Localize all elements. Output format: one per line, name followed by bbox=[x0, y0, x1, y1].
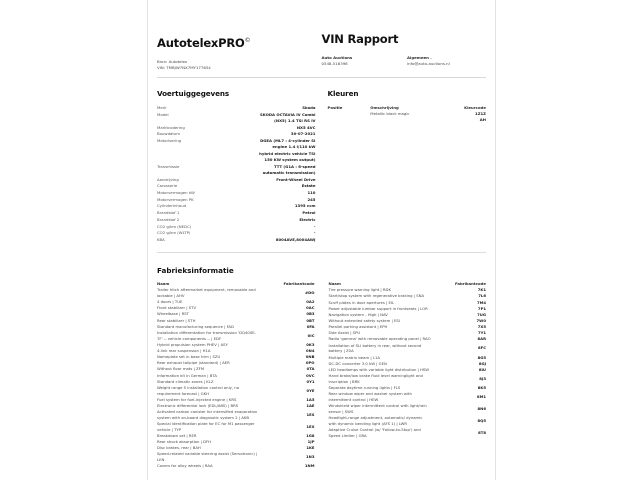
factory-item-code: 1A5 bbox=[306, 396, 315, 402]
spec-row bbox=[157, 112, 316, 124]
factory-item bbox=[329, 367, 487, 373]
factory-item-code: 1JP bbox=[307, 439, 315, 445]
factory-item-name: Fuel system for fuel-injected engine | KRS bbox=[157, 396, 237, 402]
factory-item-code: 7K1 bbox=[477, 287, 486, 293]
spec-label: Merk bbox=[157, 105, 167, 111]
report-header bbox=[157, 0, 486, 78]
factory-item bbox=[329, 343, 487, 355]
spec-value-line: 8004AVE,8004AWJ bbox=[275, 236, 316, 242]
factory-item bbox=[157, 366, 315, 372]
spec-label: Transmissie bbox=[157, 163, 180, 169]
color-code bbox=[442, 111, 486, 123]
spec-value bbox=[227, 105, 316, 111]
factory-list-left bbox=[157, 287, 315, 469]
factory-item-name: Parallel parking assistant | EPH bbox=[328, 324, 388, 330]
factory-item bbox=[329, 391, 487, 403]
factory-item-name: Special identification plate for EC for M1 passenger vehicle | TYP bbox=[157, 421, 255, 432]
factory-item bbox=[157, 348, 315, 354]
factory-header-name: Naam bbox=[328, 280, 341, 286]
factory-item-code: 7UG bbox=[477, 311, 486, 317]
spec-row bbox=[157, 183, 316, 189]
factory-item-name: Hybrid propulsion system PHEV | ASY bbox=[157, 341, 228, 347]
factory-item-name: Headlight-range adjustment, automatic/ dynamic with dynamic bending light (AFS 1) | LWR bbox=[328, 414, 423, 426]
factory-header-name: Naam bbox=[157, 280, 170, 286]
spec-row bbox=[157, 131, 316, 137]
factory-item-code: 0Y1 bbox=[306, 378, 315, 384]
factory-info-column-right bbox=[322, 281, 487, 470]
factory-item-code: 8M1 bbox=[476, 393, 486, 399]
spec-label: Marktcodering bbox=[157, 124, 185, 130]
factory-item-name: Side Assist | SPU bbox=[328, 330, 361, 336]
factory-item-code: 0TA bbox=[306, 366, 315, 372]
factory-item bbox=[329, 415, 487, 427]
spec-value bbox=[227, 138, 316, 163]
spec-row bbox=[157, 177, 316, 183]
factory-item-code: 7L6 bbox=[478, 293, 486, 299]
source-label: Bron: Autotelex bbox=[157, 59, 188, 64]
factory-item bbox=[329, 403, 487, 415]
factory-item bbox=[329, 336, 487, 342]
factory-item-code: 0BT bbox=[306, 317, 315, 323]
factory-item bbox=[157, 305, 315, 311]
factory-item bbox=[329, 427, 487, 439]
factory-item bbox=[157, 385, 315, 397]
specs-and-colors-row bbox=[157, 78, 486, 244]
factory-item bbox=[157, 379, 315, 385]
factory-header-code: Fabrikantcode bbox=[283, 280, 315, 286]
spec-value-line: 1395 ccm bbox=[294, 203, 316, 209]
factory-item-name: Power adjustable lumbar support in frontseats | LOR bbox=[328, 305, 428, 311]
colors-section bbox=[322, 89, 487, 244]
factory-item-name: Hand brake/low brake fluid level warninglight and inscription | BRK bbox=[328, 372, 423, 384]
factory-item-name: Rear window wiper and washer system with intermittent control | HEW bbox=[328, 391, 412, 402]
factory-item bbox=[157, 354, 315, 360]
factory-item bbox=[157, 463, 315, 469]
spec-value-line: Estate bbox=[301, 183, 316, 189]
general-email: info@auto-auctions.nl bbox=[407, 61, 450, 67]
spec-row bbox=[157, 230, 316, 236]
spec-value-line: TTT (G1A : 6-speed bbox=[274, 163, 316, 169]
factory-item-name: Trailer hitch aftermarket equipment, removable and lockable | AHV bbox=[157, 287, 256, 298]
spec-value bbox=[227, 210, 316, 216]
factory-item-name: 4-link rear suspension | H1A bbox=[157, 347, 211, 353]
spec-row bbox=[157, 224, 316, 230]
factory-item-code: 1G8 bbox=[306, 432, 315, 438]
factory-item-code: 0K3 bbox=[306, 341, 315, 347]
factory-item bbox=[329, 306, 487, 312]
factory-item bbox=[157, 439, 315, 445]
factory-item-code: 8K5 bbox=[477, 384, 486, 390]
factory-item-code: 7W0 bbox=[476, 317, 486, 323]
factory-item-code: 8AR bbox=[477, 336, 486, 342]
spec-value bbox=[227, 224, 316, 230]
factory-item-name: DC-DC converter 3.0 kW | GEN bbox=[328, 360, 387, 366]
factory-item bbox=[329, 330, 487, 336]
factory-item-name: Radio 'gamma' with removable operating panel | RAO bbox=[328, 336, 431, 342]
factory-item-name: Installation differentation for transmission 'DQ400E-7F' -- vehicle components -- | EDF bbox=[157, 329, 257, 341]
factory-item bbox=[157, 360, 315, 366]
spec-value-line: 150 KW system output) bbox=[264, 156, 316, 162]
spec-label: Brandstof 1 bbox=[157, 210, 180, 216]
factory-info-column-left bbox=[157, 281, 322, 470]
spec-value-line: Front-Wheel Drive bbox=[276, 176, 316, 182]
spec-value bbox=[227, 131, 316, 137]
spec-label: KBA bbox=[157, 236, 165, 242]
factory-item-name: Breakdown set | RER bbox=[157, 432, 197, 438]
spec-value-line: 110 bbox=[307, 189, 316, 195]
factory-item-name: LED headlamps with variable light distribution | HSW bbox=[328, 366, 430, 372]
spec-value bbox=[227, 164, 316, 176]
factory-item-code: 0YE bbox=[306, 387, 315, 393]
spec-label: Motorvermogen PK bbox=[157, 196, 194, 202]
spec-value-line: (NX5) 1.4 TSI RS iV bbox=[274, 118, 316, 124]
factory-item bbox=[157, 421, 315, 433]
factory-item bbox=[157, 409, 315, 421]
report-title: VIN Rapport bbox=[321, 32, 399, 46]
factory-item-code: 0A2 bbox=[306, 299, 315, 305]
factory-item bbox=[157, 324, 315, 330]
colors-table-header bbox=[328, 105, 487, 110]
factory-item-code: 8N6 bbox=[477, 405, 486, 411]
spec-label: CO2 g/km (NEDC) bbox=[157, 223, 192, 229]
spec-label: Bouwdatum bbox=[157, 131, 181, 137]
factory-item-code: 1AE bbox=[306, 402, 315, 408]
spec-value-line: SKODA OCTAVIA IV Combi bbox=[260, 111, 316, 117]
factory-item-code: 0AC bbox=[306, 305, 315, 311]
spec-value-line: 245 bbox=[307, 196, 316, 202]
factory-item bbox=[157, 299, 315, 305]
spec-row bbox=[157, 210, 316, 216]
auction-phone: 0548-516398 bbox=[321, 61, 348, 67]
factory-item-name: 4 doors | TUE bbox=[157, 299, 183, 305]
spec-row bbox=[157, 237, 316, 243]
factory-item-name: Multiple matrix beam | L1A bbox=[328, 354, 380, 360]
factory-item bbox=[329, 324, 487, 330]
factory-item-code: 1ES bbox=[306, 412, 315, 418]
spec-value bbox=[227, 203, 316, 209]
factory-item bbox=[329, 361, 487, 367]
header-contact-block bbox=[322, 32, 487, 71]
factory-item-code: 7Y1 bbox=[477, 330, 486, 336]
spec-value bbox=[227, 125, 316, 131]
spec-row bbox=[157, 105, 316, 111]
factory-item-code: 8FC bbox=[477, 345, 486, 351]
spec-value-line: DGEA (ML7 : 4-cylinder SI bbox=[260, 138, 316, 144]
spec-value bbox=[227, 177, 316, 183]
factory-item-code: 8IU bbox=[478, 366, 486, 372]
factory-item bbox=[329, 318, 487, 324]
factory-item bbox=[329, 287, 487, 293]
factory-item bbox=[329, 312, 487, 318]
factory-item-code: 0FA bbox=[306, 323, 315, 329]
spec-value-line: 30-07-2021 bbox=[290, 131, 316, 137]
factory-info-columns bbox=[157, 281, 486, 470]
spec-value-line: engine 1.4 l/110 kW bbox=[272, 144, 316, 150]
spec-label: Motorisering bbox=[157, 138, 182, 144]
factory-item bbox=[329, 355, 487, 361]
spec-label: Cylinderinhoud bbox=[157, 203, 187, 209]
factory-item-code: 7P1 bbox=[477, 305, 486, 311]
spec-value-line: - bbox=[313, 223, 316, 229]
factory-item-code: 8GJ bbox=[478, 360, 486, 366]
factory-item-name: Information kit in German | BTA bbox=[157, 372, 217, 378]
spec-value-line: Electric bbox=[299, 216, 316, 222]
spec-value bbox=[227, 112, 316, 124]
factory-item-code: 8T8 bbox=[478, 429, 486, 435]
factory-item bbox=[157, 373, 315, 379]
factory-item-name: Front stabilizer | STV bbox=[157, 305, 197, 311]
spec-row bbox=[157, 190, 316, 196]
general-label: Algemeen . bbox=[407, 55, 432, 60]
spec-label: Motorvermogen kW bbox=[157, 189, 195, 195]
factory-item bbox=[157, 433, 315, 439]
factory-header-left bbox=[157, 281, 315, 286]
brand-name: AutotelexPRO bbox=[157, 36, 245, 50]
factory-item-name: Rear exhaust tailpipe (standard) | AER bbox=[157, 360, 230, 366]
copyright-icon: © bbox=[244, 37, 251, 45]
factory-item-code: 1EX bbox=[306, 423, 315, 429]
factory-item-name: Electronic differential lock (EDL/ABS) | BRS bbox=[157, 402, 239, 408]
factory-item-name: Activated carbon canister for intensified evaporation system with on-board diagnostic system 2 | AKB bbox=[157, 409, 258, 420]
factory-item-name: Nameplate set in base trim | SZU bbox=[157, 354, 221, 360]
factory-item-name: Separate daytime running lights | FLS bbox=[328, 384, 401, 390]
spec-label: Aandrijving bbox=[157, 176, 179, 182]
factory-item-name: Scuff plates in door apertures | EIL bbox=[328, 299, 395, 305]
spec-row bbox=[157, 164, 316, 176]
spec-value-line: NX5 4VC bbox=[296, 124, 316, 130]
colors-table-body bbox=[328, 111, 487, 123]
vin-label: VIN: TMBJW7NX7MY177654 bbox=[157, 65, 211, 71]
spec-value-line: hybrid electric vehicle TSI bbox=[259, 150, 316, 156]
spec-row bbox=[157, 197, 316, 203]
factory-list-right bbox=[329, 287, 487, 438]
factory-item-name: Wheelbase | RST bbox=[157, 311, 189, 317]
spec-row bbox=[157, 125, 316, 131]
factory-item-name: Standard climatic zones | KLZ bbox=[157, 378, 214, 384]
factory-item-name: Tire pressure warning light | RDK bbox=[328, 287, 391, 293]
color-code-line: AH bbox=[479, 117, 486, 123]
general-contact bbox=[407, 55, 486, 67]
factory-item-code: 8Q5 bbox=[477, 417, 486, 423]
factory-item bbox=[157, 445, 315, 451]
factory-header-right bbox=[329, 281, 487, 286]
factory-item-code: 1NM bbox=[304, 463, 315, 469]
spec-label: Carosserie bbox=[157, 183, 178, 189]
factory-item-name: Without extended safety system | ESI bbox=[328, 317, 400, 323]
contact-columns bbox=[322, 55, 487, 67]
factory-item-name: Start/stop system with regenerative braking | SNA bbox=[328, 293, 425, 299]
vehicle-spec-list bbox=[157, 105, 316, 243]
brand-logo bbox=[157, 36, 250, 50]
factory-item-name: Navigation system - High | NAV bbox=[328, 311, 388, 317]
factory-item-name: Weight range 5 installation control only, no requirement forecast | GKH bbox=[157, 384, 240, 396]
color-position bbox=[328, 111, 371, 123]
factory-item bbox=[329, 300, 487, 306]
factory-item bbox=[157, 342, 315, 348]
factory-item-code: 1N3 bbox=[306, 454, 315, 460]
factory-item-code: 0NB bbox=[305, 354, 315, 360]
factory-item-code: 8G5 bbox=[477, 354, 486, 360]
auction-contact bbox=[322, 55, 408, 67]
spec-label: CO2 g/km (WLTP) bbox=[157, 230, 191, 236]
spec-row bbox=[157, 203, 316, 209]
factory-item-code: #DO bbox=[304, 290, 315, 296]
factory-item bbox=[157, 451, 315, 463]
factory-item-name: Covers for alloy wheels | RAA bbox=[157, 463, 213, 469]
factory-item-name: Rear stabilizer | STH bbox=[157, 317, 196, 323]
spec-row bbox=[157, 217, 316, 223]
factory-item bbox=[329, 385, 487, 391]
factory-item-code: 8J3 bbox=[479, 375, 486, 381]
vehicle-data-section bbox=[157, 89, 322, 244]
factory-item bbox=[157, 397, 315, 403]
factory-item bbox=[157, 330, 315, 342]
auction-name: Auto Auctions bbox=[321, 55, 353, 60]
factory-item-name: Rear shock absorption | DFH bbox=[157, 439, 212, 445]
spec-value bbox=[227, 190, 316, 196]
factory-item bbox=[157, 318, 315, 324]
spec-row bbox=[157, 138, 316, 163]
colors-header-description: Omschrijving bbox=[370, 105, 399, 111]
factory-item-code: 0IC bbox=[307, 332, 315, 338]
factory-item-code: 7X5 bbox=[477, 324, 486, 330]
color-row bbox=[328, 111, 487, 123]
spec-value-line: - bbox=[313, 230, 316, 236]
factory-header-code: Fabrikantcode bbox=[455, 280, 486, 286]
factory-item bbox=[157, 403, 315, 409]
factory-item-name: Windshield wiper intermittent control with light/rain sensor | SWS bbox=[328, 402, 427, 414]
factory-item-code: 0N4 bbox=[306, 347, 315, 353]
factory-item bbox=[157, 287, 315, 299]
spec-value bbox=[227, 217, 316, 223]
factory-info-section bbox=[157, 253, 486, 470]
factory-item-name: Speed-related variable steering assist (Servotronic) | LEN bbox=[157, 451, 258, 463]
spec-value-line: Skoda bbox=[302, 105, 316, 111]
spec-value bbox=[227, 230, 316, 236]
vin-report-page bbox=[147, 0, 496, 480]
color-code-line: 1Z1Z bbox=[475, 111, 486, 117]
factory-item bbox=[329, 293, 487, 299]
factory-item-code: 7M4 bbox=[476, 299, 486, 305]
spec-value bbox=[227, 197, 316, 203]
spec-value bbox=[227, 237, 316, 243]
factory-item bbox=[157, 311, 315, 317]
factory-item bbox=[329, 373, 487, 385]
colors-title: Kleuren bbox=[327, 89, 359, 99]
spec-value bbox=[227, 183, 316, 189]
factory-item-code: 0B3 bbox=[306, 311, 315, 317]
factory-item-name: Installation of SLI battery in rear, without second battery | Z0A bbox=[328, 342, 422, 354]
factory-item-name: Without floor mats | ZFM bbox=[157, 366, 205, 372]
header-brand-block bbox=[157, 32, 322, 71]
factory-item-code: 0PO bbox=[305, 360, 315, 366]
factory-item-name: Standard manufacturing sequence | FAD bbox=[157, 323, 234, 329]
factory-item-name: Disc brakes, rear | BAH bbox=[157, 445, 201, 451]
spec-value-line: automatic transmission) bbox=[262, 169, 316, 175]
factory-info-title: Fabrieksinformatie bbox=[157, 265, 234, 275]
vehicle-data-title: Voertuiggegevens bbox=[157, 89, 230, 99]
colors-header-position: Positie bbox=[327, 105, 343, 111]
colors-header-code: Kleurcode bbox=[464, 105, 486, 111]
spec-value-line: Petrol bbox=[302, 210, 316, 216]
spec-label: Model bbox=[157, 111, 169, 117]
factory-item-code: 0VC bbox=[306, 372, 315, 378]
spec-label: Brandstof 2 bbox=[157, 216, 180, 222]
color-description: Metallic black magic bbox=[370, 111, 410, 117]
factory-item-code: 1KE bbox=[306, 445, 315, 451]
factory-item-name: Adaptive Cruise Control (w/ 'Follow-to-Stop') and Speed Limiter | GRA bbox=[328, 426, 421, 438]
